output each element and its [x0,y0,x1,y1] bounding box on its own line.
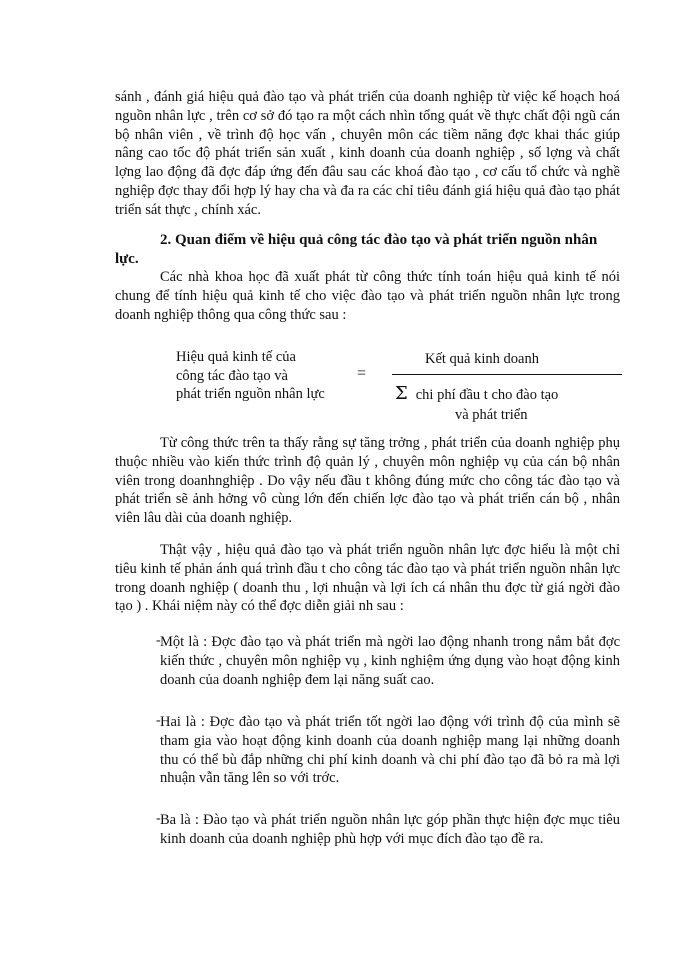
bullet-dash: - [156,633,161,648]
denominator-line: chi phí đầu t cho đào tạo [415,387,559,403]
bullet-dash: - [156,713,161,728]
bullet-dash: - [156,811,161,826]
list-item: Hai là : Đợc đào tạo và phát triển tốt ngời lao động với trình độ của mình sẽ tham gia vào hoạt động kinh doanh của doanh nghiệp mang lại những doanh thu có thể bù đắp những chi phí kinh doanh và chi phí đào tạo đã bỏ ra mà lợi nhuận vẫn tăng lên so với trớc. [160,714,620,787]
formula-left-line: công tác đào tạo và [176,367,288,384]
formula-left-line: phát triển nguồn nhân lực [176,386,325,402]
formula-equals-sign: = [357,365,367,382]
section-heading: 2. Quan điểm về hiệu quả công tác đào tạo và phát triển nguồn nhân lực. [115,232,598,267]
formula-left-line: Hiệu quả kinh tế của [176,349,296,365]
formula-left-side [176,348,325,404]
efficiency-formula [0,348,700,430]
paragraph-intro: sánh , đánh giá hiệu quả đào tạo và phát triển của doanh nghiệp từ việc kế hoạch hoá nguồn nhân lực , trên cơ sở đó tạo ra một cách nhìn tổng quát về thực chất đội ngũ cán bộ nhân viên , về trình độ học vấn , chuyên môn các tiềm năng đợc khai thác giúp nâng cao tốc độ phát triển sản xuất , kinh doanh của doanh nghiệp , số lợng và chất lợng lao động đã đợc đáp ứng đến đâu sau các khoá đào tạo , cơ cấu tổ chức và nghề nghiệp đợc thay đổi hợp lý hay cha và đa ra các chỉ tiêu đánh giá hiệu quả đào tạo phát triển sát thực , chính xác. [115,89,620,218]
denominator-line: và phát triển [455,407,528,423]
sigma-symbol: Σ [395,383,408,404]
fraction-bar [392,374,622,375]
paragraph-growth: Từ công thức trên ta thấy rằng sự tăng trởng , phát triển của doanh nghiệp phụ thuộc nhiều vào kiến thức trình độ quản lý , chuyên môn nghiệp vụ của cán bộ nhân viên trong doanhnghiệp . Do vậy nếu đầu t không đúng mức cho công tác đào tạo và phát triển sẽ ảnh hởng vô cùng lớn đến chiến lợc đào tạo và phát triển cán bộ , nhân viên lâu dài của doanh nghiệp. [115,435,620,527]
list-item: Một là : Đợc đào tạo và phát triển mà ngời lao động nhanh trong nắm bắt đợc kiến thức , chuyên môn nghiệp vụ , kinh nghiệm ứng dụng vào hoạt động kinh doanh của doanh nghiệp đem lại năng suất cao. [160,634,620,688]
formula-denominator [395,384,558,425]
paragraph-definition: Thật vậy , hiệu quả đào tạo và phát triển nguồn nhân lực đợc hiểu là một chỉ tiêu kinh tế phản ánh quá trình đầu t cho công tác đào tạo và phát triển nguồn nhân lực trong doanh nghiệp ( doanh thu , lợi nhuận và lợi ích cá nhân thu đợc từ giá ngời đào tạo ) . Khái niệm này có thể đợc diễn giải nh sau : [115,542,620,615]
paragraph-formula-intro: Các nhà khoa học đã xuất phát từ công thức tính toán hiệu quả kinh tế nói chung để tính hiệu quả kinh tế cho việc đào tạo và phát triển nguồn nhân lực trong doanh nghiệp thông qua công thức sau : [115,269,620,323]
formula-numerator: Kết quả kinh doanh [425,351,539,367]
list-item: Ba là : Đào tạo và phát triển nguồn nhân lực góp phần thực hiện đợc mục tiêu kinh doanh của doanh nghiệp phù hợp với mục đích đào tạo đề ra. [160,812,620,847]
